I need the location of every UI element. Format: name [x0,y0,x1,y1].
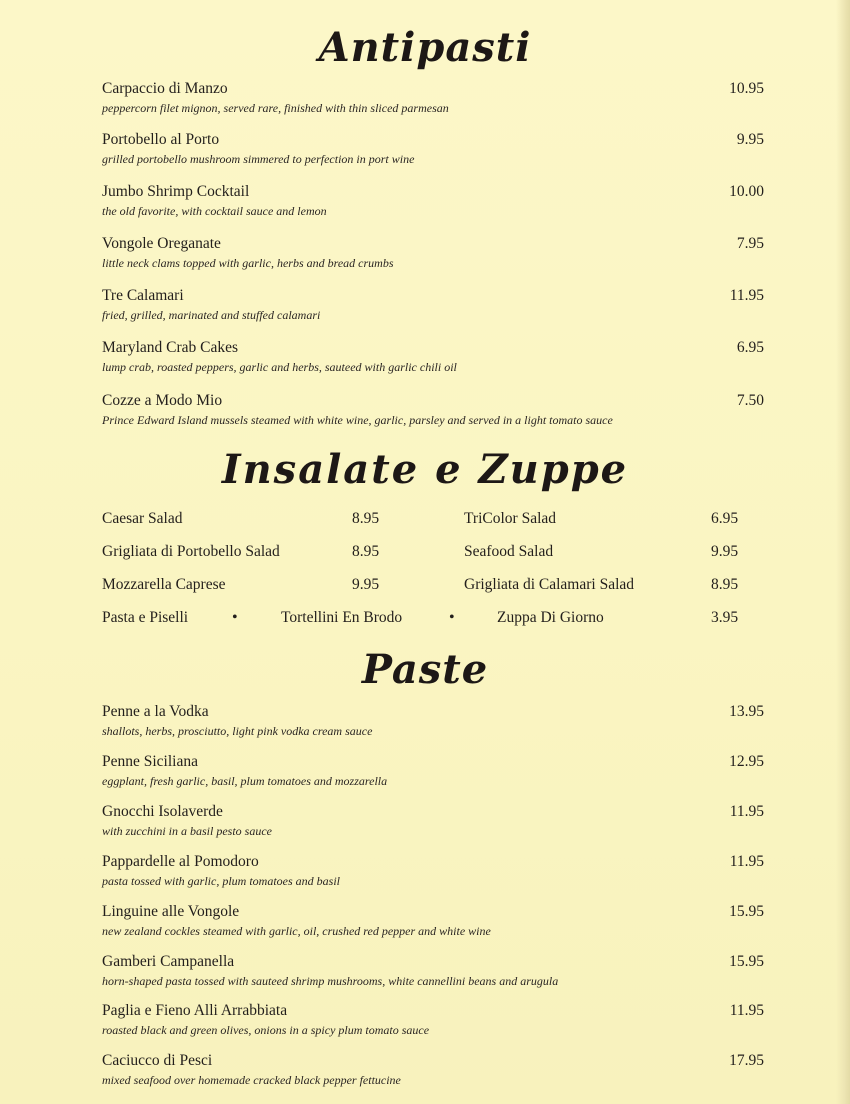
salad-name: Seafood Salad [464,543,554,560]
menu-item-price: 11.95 [729,803,764,820]
soup-name: Zuppa Di Giorno [497,609,604,626]
menu-item [102,803,764,839]
menu-item-description: Prince Edward Island mussels steamed with white wine, garlic, parsley and served in a light tomato sauce [102,413,613,427]
menu-item [102,235,764,271]
menu-item [102,753,764,789]
soup-row [0,608,850,628]
salad-name: Caesar Salad [102,510,183,527]
menu-item-price: 7.50 [736,392,764,409]
menu-item-name: Gnocchi Isolaverde [102,803,223,820]
menu-item-name: Gamberi Campanella [102,953,235,970]
salad-price: 8.95 [352,543,380,560]
bullet-separator: • [232,609,238,626]
salad-price: 9.95 [352,576,380,593]
menu-item-price: 10.95 [729,80,764,97]
salad-name: Mozzarella Caprese [102,576,226,593]
salad-price: 8.95 [352,510,380,527]
menu-item-name: Cozze a Modo Mio [102,392,223,409]
menu-item-description: the old favorite, with cocktail sauce and lemon [102,204,327,218]
menu-item-price: 13.95 [729,703,764,720]
paste-title: Paste [361,646,489,693]
menu-item-name: Pappardelle al Pomodoro [102,853,259,870]
menu-item-description: pasta tossed with garlic, plum tomatoes and basil [102,874,341,888]
menu-item [102,183,764,219]
menu-item [102,287,764,323]
antipasti-title: Antipasti [318,24,532,71]
menu-item [102,339,764,375]
menu-item [102,80,764,116]
menu-item-name: Vongole Oreganate [102,235,221,252]
menu-item-price: 15.95 [729,903,764,920]
menu-item-price: 9.95 [736,131,764,148]
salad-price: 8.95 [711,576,739,593]
salad-price: 6.95 [711,510,739,527]
menu-item-price: 6.95 [736,339,764,356]
salad-row [0,542,850,562]
menu-item-description: roasted black and green olives, onions in a spicy plum tomato sauce [102,1023,430,1037]
menu-item-price: 10.00 [729,183,764,200]
menu-item-description: shallots, herbs, prosciutto, light pink vodka cream sauce [102,724,373,738]
menu-item [102,953,764,989]
menu-item-name: Caciucco di Pesci [102,1052,213,1069]
menu-item-description: grilled portobello mushroom simmered to perfection in port wine [102,152,415,166]
menu-item [102,131,764,167]
menu-item-price: 15.95 [729,953,764,970]
menu-item-name: Linguine alle Vongole [102,903,240,920]
menu-item-price: 7.95 [736,235,764,252]
menu-item [102,703,764,739]
menu-item-description: little neck clams topped with garlic, herbs and bread crumbs [102,256,394,270]
menu-item-description: horn-shaped pasta tossed with sauteed shrimp mushrooms, white cannellini beans and arugula [102,974,559,988]
soup-name: Pasta e Piselli [102,609,189,626]
menu-item-description: mixed seafood over homemade cracked black pepper fettucine [102,1073,401,1087]
menu-item [102,392,764,428]
menu-item [102,853,764,889]
soup-name: Tortellini En Brodo [281,609,403,626]
salad-price: 9.95 [711,543,739,560]
menu-item-name: Maryland Crab Cakes [102,339,239,356]
menu-item-name: Tre Calamari [102,287,184,304]
menu-item-name: Penne a la Vodka [102,703,209,720]
insalate-title: Insalate e Zuppe [221,446,629,493]
menu-item-name: Carpaccio di Manzo [102,80,228,97]
menu-item-name: Penne Siciliana [102,753,198,770]
menu-item [102,903,764,939]
salad-name: Grigliata di Calamari Salad [464,576,635,593]
menu-item-description: eggplant, fresh garlic, basil, plum tomatoes and mozzarella [102,774,388,788]
salad-row [0,509,850,529]
menu-item-name: Jumbo Shrimp Cocktail [102,183,250,200]
menu-item-name: Portobello al Porto [102,131,220,148]
salad-row [0,575,850,595]
menu-item-price: 11.95 [729,287,764,304]
menu-item-description: fried, grilled, marinated and stuffed calamari [102,308,321,322]
soup-price: 3.95 [711,609,739,626]
bullet-separator: • [449,609,455,626]
menu-item [102,1002,764,1038]
menu-item-description: lump crab, roasted peppers, garlic and herbs, sauteed with garlic chili oil [102,360,457,374]
menu-item-description: with zucchini in a basil pesto sauce [102,824,272,838]
menu-item-price: 12.95 [729,753,764,770]
menu-item [102,1052,764,1088]
menu-item-price: 11.95 [729,853,764,870]
menu-item-name: Paglia e Fieno Alli Arrabbiata [102,1002,288,1019]
menu-item-description: peppercorn filet mignon, served rare, finished with thin sliced parmesan [102,101,449,115]
menu-item-price: 11.95 [729,1002,764,1019]
salad-name: Grigliata di Portobello Salad [102,543,280,560]
menu-item-price: 17.95 [729,1052,764,1069]
salad-name: TriColor Salad [464,510,557,527]
menu-item-description: new zealand cockles steamed with garlic, oil, crushed red pepper and white wine [102,924,491,938]
